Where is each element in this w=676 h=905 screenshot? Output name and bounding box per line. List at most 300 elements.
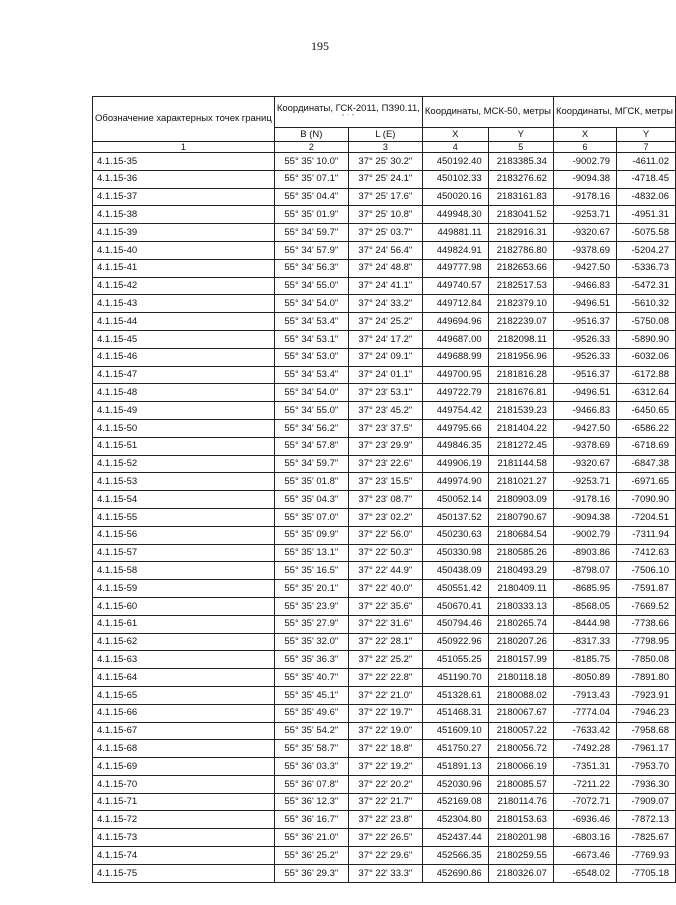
msk-y-cell: 2182653.66	[488, 259, 553, 277]
header-mgsk: Координаты, МГСК, метры	[553, 97, 675, 128]
latitude-b-cell: 55° 35' 49.6"	[274, 704, 348, 722]
msk-y-cell: 2180056.72	[488, 740, 553, 758]
latitude-b-cell: 55° 35' 09.9"	[274, 526, 348, 544]
point-id-cell: 4.1.15-39	[93, 224, 275, 242]
msk-x-cell: 450102.33	[422, 170, 488, 188]
point-id-cell: 4.1.15-72	[93, 811, 275, 829]
longitude-l-cell: 37° 23' 53.1"	[348, 384, 422, 402]
mgsk-x-cell: -9094.38	[553, 508, 616, 526]
mgsk-x-cell: -9320.67	[553, 224, 616, 242]
latitude-b-cell: 55° 34' 57.9"	[274, 241, 348, 259]
msk-x-cell: 452304.80	[422, 811, 488, 829]
longitude-l-cell: 37° 22' 25.2"	[348, 651, 422, 669]
point-id-cell: 4.1.15-65	[93, 686, 275, 704]
msk-x-cell: 451468.31	[422, 704, 488, 722]
longitude-l-cell: 37° 22' 44.9"	[348, 562, 422, 580]
table-row	[93, 758, 676, 776]
latitude-b-cell: 55° 35' 01.9"	[274, 206, 348, 224]
msk-y-cell: 2181404.22	[488, 419, 553, 437]
mgsk-y-cell: -7705.18	[617, 864, 676, 882]
table-row	[93, 562, 676, 580]
longitude-l-cell: 37° 22' 21.0"	[348, 686, 422, 704]
point-id-cell: 4.1.15-44	[93, 313, 275, 331]
msk-x-cell: 452030.96	[422, 775, 488, 793]
msk-y-cell: 2180085.57	[488, 775, 553, 793]
msk-y-cell: 2180088.02	[488, 686, 553, 704]
longitude-l-cell: 37° 22' 28.1"	[348, 633, 422, 651]
msk-x-cell: 450230.63	[422, 526, 488, 544]
mgsk-x-cell: -7774.04	[553, 704, 616, 722]
msk-x-cell: 449846.35	[422, 437, 488, 455]
mgsk-x-cell: -6803.16	[553, 829, 616, 847]
msk-x-cell: 449700.95	[422, 366, 488, 384]
longitude-l-cell: 37° 22' 40.0"	[348, 580, 422, 598]
column-number: 6	[553, 142, 616, 153]
msk-x-cell: 449974.90	[422, 473, 488, 491]
longitude-l-cell: 37° 22' 50.3"	[348, 544, 422, 562]
longitude-l-cell: 37° 22' 20.2"	[348, 775, 422, 793]
table-row	[93, 775, 676, 793]
longitude-l-cell: 37° 25' 03.7"	[348, 224, 422, 242]
msk-x-cell: 449777.98	[422, 259, 488, 277]
msk-y-cell: 2180493.29	[488, 562, 553, 580]
mgsk-x-cell: -8050.89	[553, 669, 616, 687]
table-row	[93, 188, 676, 206]
mgsk-y-cell: -6450.65	[617, 402, 676, 420]
msk-x-cell: 449881.11	[422, 224, 488, 242]
table-row	[93, 455, 676, 473]
longitude-l-cell: 37° 22' 23.8"	[348, 811, 422, 829]
msk-x-cell: 449906.19	[422, 455, 488, 473]
msk-x-cell: 450794.46	[422, 615, 488, 633]
mgsk-x-cell: -6673.46	[553, 847, 616, 865]
point-id-cell: 4.1.15-69	[93, 758, 275, 776]
msk-y-cell: 2181021.27	[488, 473, 553, 491]
table-row	[93, 384, 676, 402]
msk-y-cell: 2180903.09	[488, 491, 553, 509]
msk-y-cell: 2181539.23	[488, 402, 553, 420]
point-id-cell: 4.1.15-47	[93, 366, 275, 384]
msk-x-cell: 450020.16	[422, 188, 488, 206]
point-id-cell: 4.1.15-54	[93, 491, 275, 509]
longitude-l-cell: 37° 25' 17.6"	[348, 188, 422, 206]
latitude-b-cell: 55° 35' 16.5"	[274, 562, 348, 580]
msk-y-cell: 2180684.54	[488, 526, 553, 544]
table-row	[93, 259, 676, 277]
msk-x-cell: 451891.13	[422, 758, 488, 776]
mgsk-y-cell: -5890.90	[617, 330, 676, 348]
mgsk-x-cell: -8444.98	[553, 615, 616, 633]
mgsk-y-cell: -7506.10	[617, 562, 676, 580]
mgsk-y-cell: -6172.88	[617, 366, 676, 384]
longitude-l-cell: 37° 24' 17.2"	[348, 330, 422, 348]
msk-x-cell: 452690.86	[422, 864, 488, 882]
longitude-l-cell: 37° 24' 33.2"	[348, 295, 422, 313]
latitude-b-cell: 55° 34' 55.0"	[274, 277, 348, 295]
mgsk-x-cell: -9496.51	[553, 384, 616, 402]
mgsk-x-cell: -8317.33	[553, 633, 616, 651]
point-id-cell: 4.1.15-37	[93, 188, 275, 206]
mgsk-x-cell: -9466.83	[553, 402, 616, 420]
point-id-cell: 4.1.15-36	[93, 170, 275, 188]
latitude-b-cell: 55° 34' 55.0"	[274, 402, 348, 420]
table-row	[93, 419, 676, 437]
mgsk-y-cell: -7872.13	[617, 811, 676, 829]
latitude-b-cell: 55° 34' 56.2"	[274, 419, 348, 437]
mgsk-x-cell: -7211.22	[553, 775, 616, 793]
point-id-cell: 4.1.15-38	[93, 206, 275, 224]
longitude-l-cell: 37° 25' 24.1"	[348, 170, 422, 188]
table-row	[93, 811, 676, 829]
mgsk-x-cell: -9320.67	[553, 455, 616, 473]
mgsk-y-cell: -4611.02	[617, 153, 676, 171]
longitude-l-cell: 37° 22' 29.6"	[348, 847, 422, 865]
longitude-l-cell: 37° 22' 22.8"	[348, 669, 422, 687]
longitude-l-cell: 37° 23' 15.5"	[348, 473, 422, 491]
latitude-b-cell: 55° 36' 29.3"	[274, 864, 348, 882]
msk-x-cell: 451190.70	[422, 669, 488, 687]
msk-x-cell: 450551.42	[422, 580, 488, 598]
column-number: 3	[348, 142, 422, 153]
msk-y-cell: 2180585.26	[488, 544, 553, 562]
latitude-b-cell: 55° 34' 53.4"	[274, 366, 348, 384]
longitude-l-cell: 37° 22' 33.3"	[348, 864, 422, 882]
msk-y-cell: 2180265.74	[488, 615, 553, 633]
mgsk-y-cell: -4951.31	[617, 206, 676, 224]
latitude-b-cell: 55° 35' 04.4"	[274, 188, 348, 206]
table-row	[93, 437, 676, 455]
longitude-l-cell: 37° 22' 19.0"	[348, 722, 422, 740]
mgsk-y-cell: -7825.67	[617, 829, 676, 847]
table-row	[93, 651, 676, 669]
longitude-l-cell: 37° 24' 09.1"	[348, 348, 422, 366]
table-row	[93, 722, 676, 740]
point-id-cell: 4.1.15-62	[93, 633, 275, 651]
latitude-b-cell: 55° 36' 16.7"	[274, 811, 348, 829]
latitude-b-cell: 55° 35' 04.3"	[274, 491, 348, 509]
table-row	[93, 669, 676, 687]
header-msk-y: Y	[488, 128, 553, 142]
msk-y-cell: 2181676.81	[488, 384, 553, 402]
latitude-b-cell: 55° 36' 12.3"	[274, 793, 348, 811]
point-id-cell: 4.1.15-57	[93, 544, 275, 562]
header-msk: Координаты, МСК-50, метры	[422, 97, 553, 128]
latitude-b-cell: 55° 34' 54.0"	[274, 295, 348, 313]
latitude-b-cell: 55° 35' 32.0"	[274, 633, 348, 651]
longitude-l-cell: 37° 24' 48.8"	[348, 259, 422, 277]
mgsk-y-cell: -7798.95	[617, 633, 676, 651]
msk-y-cell: 2182379.10	[488, 295, 553, 313]
latitude-b-cell: 55° 35' 20.1"	[274, 580, 348, 598]
table-row	[93, 526, 676, 544]
msk-x-cell: 450052.14	[422, 491, 488, 509]
msk-x-cell: 451328.61	[422, 686, 488, 704]
mgsk-x-cell: -9002.79	[553, 153, 616, 171]
mgsk-y-cell: -6971.65	[617, 473, 676, 491]
latitude-b-cell: 55° 36' 25.2"	[274, 847, 348, 865]
mgsk-x-cell: -8568.05	[553, 597, 616, 615]
latitude-b-cell: 55° 35' 23.9"	[274, 597, 348, 615]
mgsk-y-cell: -7669.52	[617, 597, 676, 615]
mgsk-y-cell: -7923.91	[617, 686, 676, 704]
header-gsk	[274, 97, 422, 128]
longitude-l-cell: 37° 24' 25.2"	[348, 313, 422, 331]
column-number: 7	[617, 142, 676, 153]
coordinates-table	[92, 96, 676, 883]
table-row	[93, 829, 676, 847]
latitude-b-cell: 55° 35' 36.3"	[274, 651, 348, 669]
mgsk-x-cell: -9378.69	[553, 437, 616, 455]
table-row	[93, 330, 676, 348]
table-row	[93, 740, 676, 758]
longitude-l-cell: 37° 25' 30.2"	[348, 153, 422, 171]
latitude-b-cell: 55° 35' 54.2"	[274, 722, 348, 740]
msk-y-cell: 2180409.11	[488, 580, 553, 598]
mgsk-y-cell: -6847.38	[617, 455, 676, 473]
point-id-cell: 4.1.15-74	[93, 847, 275, 865]
latitude-b-cell: 55° 35' 07.1"	[274, 170, 348, 188]
msk-x-cell: 451055.25	[422, 651, 488, 669]
mgsk-x-cell: -8903.86	[553, 544, 616, 562]
msk-y-cell: 2180057.22	[488, 722, 553, 740]
mgsk-x-cell: -9526.33	[553, 330, 616, 348]
latitude-b-cell: 55° 35' 10.0"	[274, 153, 348, 171]
table-row	[93, 224, 676, 242]
point-id-cell: 4.1.15-75	[93, 864, 275, 882]
point-id-cell: 4.1.15-68	[93, 740, 275, 758]
mgsk-x-cell: -7492.28	[553, 740, 616, 758]
msk-y-cell: 2180790.67	[488, 508, 553, 526]
latitude-b-cell: 55° 34' 59.7"	[274, 224, 348, 242]
longitude-l-cell: 37° 23' 29.9"	[348, 437, 422, 455]
msk-x-cell: 449687.00	[422, 330, 488, 348]
mgsk-x-cell: -7072.71	[553, 793, 616, 811]
latitude-b-cell: 55° 34' 57.8"	[274, 437, 348, 455]
msk-y-cell: 2183385.34	[488, 153, 553, 171]
point-id-cell: 4.1.15-49	[93, 402, 275, 420]
latitude-b-cell: 55° 34' 53.4"	[274, 313, 348, 331]
msk-x-cell: 449740.57	[422, 277, 488, 295]
longitude-l-cell: 37° 22' 26.5"	[348, 829, 422, 847]
point-id-cell: 4.1.15-60	[93, 597, 275, 615]
msk-y-cell: 2181144.58	[488, 455, 553, 473]
msk-y-cell: 2180207.26	[488, 633, 553, 651]
mgsk-x-cell: -9253.71	[553, 473, 616, 491]
table-row	[93, 544, 676, 562]
point-id-cell: 4.1.15-73	[93, 829, 275, 847]
table-row	[93, 295, 676, 313]
point-id-cell: 4.1.15-45	[93, 330, 275, 348]
point-id-cell: 4.1.15-50	[93, 419, 275, 437]
msk-y-cell: 2183276.62	[488, 170, 553, 188]
table-row	[93, 633, 676, 651]
point-id-cell: 4.1.15-64	[93, 669, 275, 687]
longitude-l-cell: 37° 23' 45.2"	[348, 402, 422, 420]
mgsk-y-cell: -7090.90	[617, 491, 676, 509]
longitude-l-cell: 37° 22' 19.7"	[348, 704, 422, 722]
point-id-cell: 4.1.15-59	[93, 580, 275, 598]
column-number: 4	[422, 142, 488, 153]
mgsk-y-cell: -5075.58	[617, 224, 676, 242]
msk-y-cell: 2182786.80	[488, 241, 553, 259]
latitude-b-cell: 55° 35' 45.1"	[274, 686, 348, 704]
latitude-b-cell: 55° 34' 54.0"	[274, 384, 348, 402]
mgsk-y-cell: -7204.51	[617, 508, 676, 526]
mgsk-y-cell: -7958.68	[617, 722, 676, 740]
latitude-b-cell: 55° 34' 53.1"	[274, 330, 348, 348]
latitude-b-cell: 55° 35' 07.0"	[274, 508, 348, 526]
latitude-b-cell: 55° 35' 40.7"	[274, 669, 348, 687]
mgsk-y-cell: -7769.93	[617, 847, 676, 865]
mgsk-y-cell: -7850.08	[617, 651, 676, 669]
mgsk-x-cell: -9496.51	[553, 295, 616, 313]
msk-x-cell: 452437.44	[422, 829, 488, 847]
mgsk-x-cell: -9002.79	[553, 526, 616, 544]
table-row	[93, 402, 676, 420]
mgsk-x-cell: -9378.69	[553, 241, 616, 259]
point-id-cell: 4.1.15-63	[93, 651, 275, 669]
mgsk-y-cell: -7953.70	[617, 758, 676, 776]
point-id-cell: 4.1.15-61	[93, 615, 275, 633]
table-row	[93, 615, 676, 633]
latitude-b-cell: 55° 36' 07.8"	[274, 775, 348, 793]
point-id-cell: 4.1.15-35	[93, 153, 275, 171]
mgsk-y-cell: -7946.23	[617, 704, 676, 722]
mgsk-y-cell: -4718.45	[617, 170, 676, 188]
longitude-l-cell: 37° 22' 35.6"	[348, 597, 422, 615]
mgsk-y-cell: -5204.27	[617, 241, 676, 259]
msk-y-cell: 2183041.52	[488, 206, 553, 224]
point-id-cell: 4.1.15-46	[93, 348, 275, 366]
table-row	[93, 864, 676, 882]
longitude-l-cell: 37° 22' 21.7"	[348, 793, 422, 811]
table-row	[93, 348, 676, 366]
column-number: 1	[93, 142, 275, 153]
longitude-l-cell: 37° 24' 56.4"	[348, 241, 422, 259]
msk-y-cell: 2182517.53	[488, 277, 553, 295]
column-number-row	[93, 142, 676, 153]
header-msk-x: X	[422, 128, 488, 142]
msk-x-cell: 450330.98	[422, 544, 488, 562]
column-number: 2	[274, 142, 348, 153]
table-row	[93, 473, 676, 491]
msk-x-cell: 450137.52	[422, 508, 488, 526]
msk-y-cell: 2180201.98	[488, 829, 553, 847]
msk-y-cell: 2180114.76	[488, 793, 553, 811]
longitude-l-cell: 37° 23' 02.2"	[348, 508, 422, 526]
longitude-l-cell: 37° 22' 56.0"	[348, 526, 422, 544]
table-row	[93, 597, 676, 615]
mgsk-y-cell: -7311.94	[617, 526, 676, 544]
msk-y-cell: 2180066.19	[488, 758, 553, 776]
mgsk-y-cell: -6312.64	[617, 384, 676, 402]
point-id-cell: 4.1.15-66	[93, 704, 275, 722]
point-id-cell: 4.1.15-67	[93, 722, 275, 740]
table-row	[93, 847, 676, 865]
mgsk-x-cell: -8685.95	[553, 580, 616, 598]
longitude-l-cell: 37° 22' 19.2"	[348, 758, 422, 776]
point-id-cell: 4.1.15-42	[93, 277, 275, 295]
header-point-designation: Обозначение характерных точек границ	[93, 97, 275, 142]
mgsk-y-cell: -5336.73	[617, 259, 676, 277]
table-row	[93, 491, 676, 509]
mgsk-y-cell: -6586.22	[617, 419, 676, 437]
mgsk-x-cell: -8185.75	[553, 651, 616, 669]
latitude-b-cell: 55° 35' 58.7"	[274, 740, 348, 758]
latitude-b-cell: 55° 36' 21.0"	[274, 829, 348, 847]
mgsk-x-cell: -7633.42	[553, 722, 616, 740]
header-b: B (N)	[274, 128, 348, 142]
table-row	[93, 241, 676, 259]
table-row	[93, 153, 676, 171]
msk-x-cell: 452169.08	[422, 793, 488, 811]
mgsk-y-cell: -6032.06	[617, 348, 676, 366]
mgsk-x-cell: -9526.33	[553, 348, 616, 366]
point-id-cell: 4.1.15-40	[93, 241, 275, 259]
mgsk-x-cell: -8798.07	[553, 562, 616, 580]
mgsk-x-cell: -6936.46	[553, 811, 616, 829]
msk-x-cell: 449824.91	[422, 241, 488, 259]
page-number: 195	[311, 39, 329, 53]
msk-x-cell: 449754.42	[422, 402, 488, 420]
latitude-b-cell: 55° 34' 53.0"	[274, 348, 348, 366]
msk-x-cell: 451609.10	[422, 722, 488, 740]
table-row	[93, 793, 676, 811]
header-l: L (E)	[348, 128, 422, 142]
point-id-cell: 4.1.15-56	[93, 526, 275, 544]
longitude-l-cell: 37° 24' 41.1"	[348, 277, 422, 295]
table-row	[93, 704, 676, 722]
table-row	[93, 313, 676, 331]
msk-y-cell: 2182916.31	[488, 224, 553, 242]
mgsk-x-cell: -9466.83	[553, 277, 616, 295]
msk-y-cell: 2181272.45	[488, 437, 553, 455]
mgsk-x-cell: -7913.43	[553, 686, 616, 704]
table-row	[93, 170, 676, 188]
mgsk-x-cell: -9427.50	[553, 419, 616, 437]
latitude-b-cell: 55° 34' 59.7"	[274, 455, 348, 473]
point-id-cell: 4.1.15-70	[93, 775, 275, 793]
mgsk-x-cell: -9516.37	[553, 366, 616, 384]
msk-y-cell: 2180118.18	[488, 669, 553, 687]
longitude-l-cell: 37° 23' 08.7"	[348, 491, 422, 509]
mgsk-x-cell: -9427.50	[553, 259, 616, 277]
latitude-b-cell: 55° 36' 03.3"	[274, 758, 348, 776]
point-id-cell: 4.1.15-58	[93, 562, 275, 580]
msk-y-cell: 2183161.83	[488, 188, 553, 206]
msk-x-cell: 452566.35	[422, 847, 488, 865]
column-number: 5	[488, 142, 553, 153]
longitude-l-cell: 37° 23' 37.5"	[348, 419, 422, 437]
msk-y-cell: 2180333.13	[488, 597, 553, 615]
mgsk-y-cell: -7891.80	[617, 669, 676, 687]
mgsk-x-cell: -6548.02	[553, 864, 616, 882]
msk-y-cell: 2180157.99	[488, 651, 553, 669]
table-row	[93, 686, 676, 704]
mgsk-x-cell: -7351.31	[553, 758, 616, 776]
msk-y-cell: 2180326.07	[488, 864, 553, 882]
latitude-b-cell: 55° 35' 01.8"	[274, 473, 348, 491]
msk-y-cell: 2180259.55	[488, 847, 553, 865]
msk-x-cell: 450192.40	[422, 153, 488, 171]
point-id-cell: 4.1.15-51	[93, 437, 275, 455]
longitude-l-cell: 37° 25' 10.8"	[348, 206, 422, 224]
point-id-cell: 4.1.15-43	[93, 295, 275, 313]
longitude-l-cell: 37° 24' 01.1"	[348, 366, 422, 384]
msk-x-cell: 450922.96	[422, 633, 488, 651]
header-mgsk-y: Y	[617, 128, 676, 142]
mgsk-x-cell: -9516.37	[553, 313, 616, 331]
